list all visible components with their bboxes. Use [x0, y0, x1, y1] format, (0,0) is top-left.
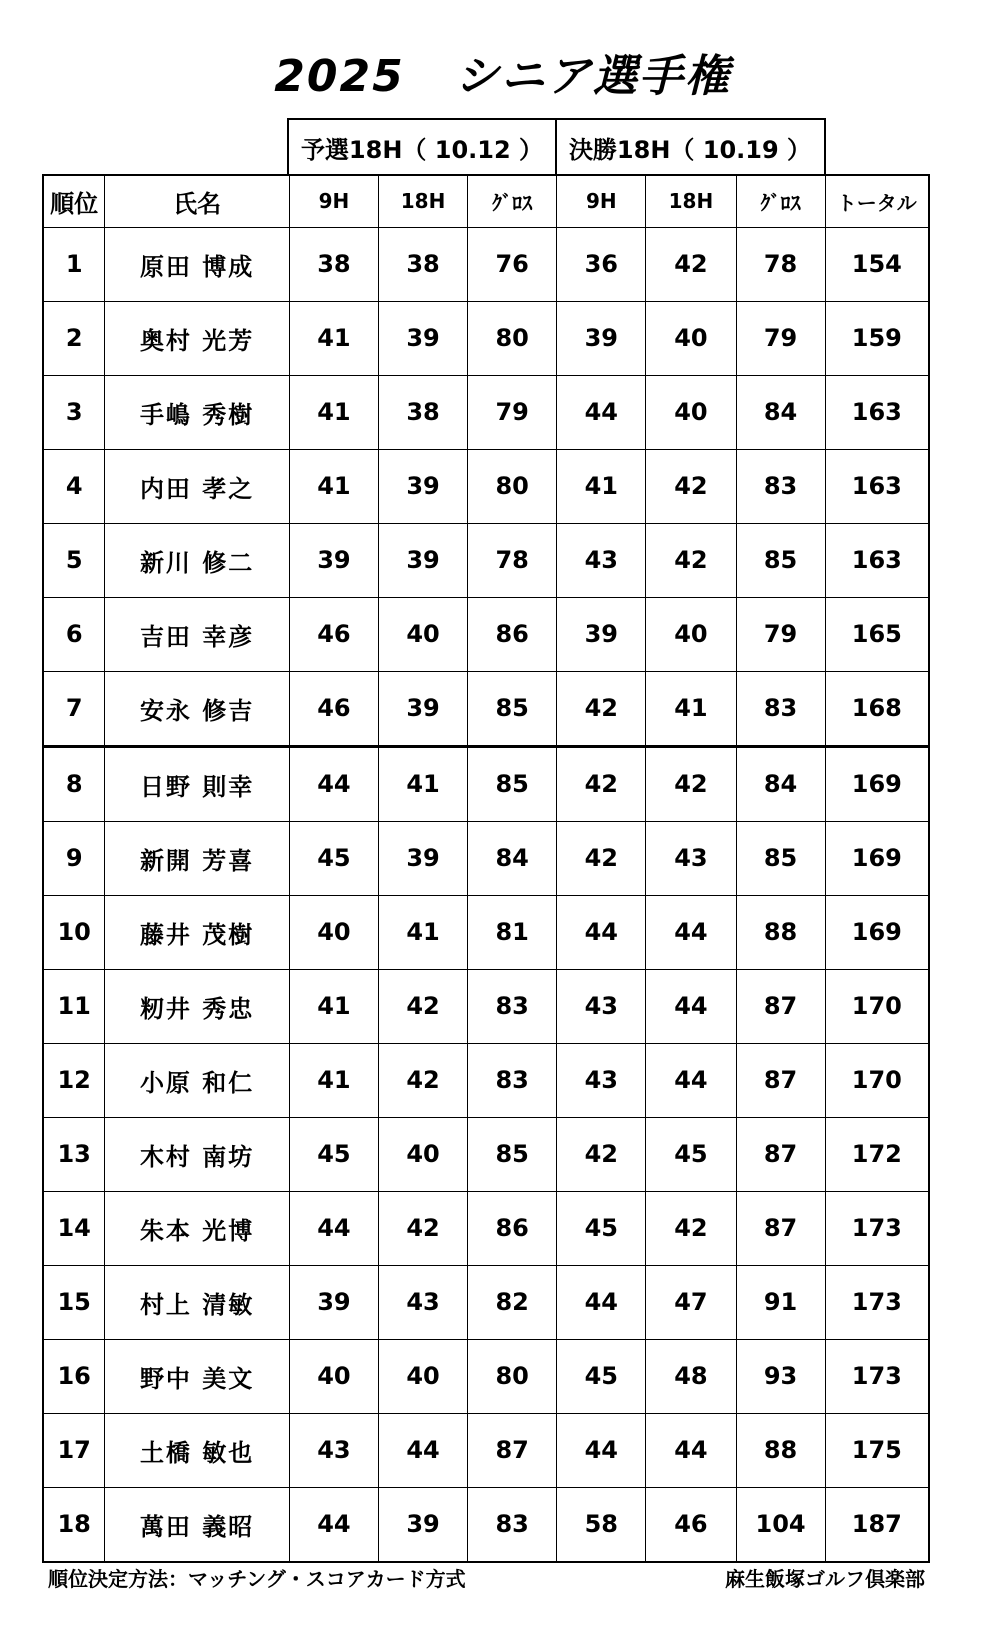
cell-qual-gross: 80: [468, 449, 557, 523]
col-header-name: 氏名: [105, 175, 290, 227]
col-header-qual-9h: 9H: [289, 175, 378, 227]
col-header-qual-gross: ｸﾞﾛｽ: [468, 175, 557, 227]
cell-player-name: 手嶋 秀樹: [105, 375, 290, 449]
club-name: 麻生飯塚ゴルフ倶楽部: [725, 1567, 925, 1591]
cell-player-name: 村上 清敏: [105, 1265, 290, 1339]
cell-qual-9h: 41: [289, 301, 378, 375]
cell-final-gross: 87: [736, 1117, 825, 1191]
cell-qual-9h: 46: [289, 597, 378, 671]
cell-final-9h: 42: [557, 746, 646, 821]
cell-qual-18h: 43: [379, 1265, 468, 1339]
cell-final-gross: 83: [736, 449, 825, 523]
cell-final-9h: 44: [557, 1265, 646, 1339]
cell-qual-18h: 40: [379, 1117, 468, 1191]
title-year: 2025: [274, 51, 405, 102]
cell-final-9h: 43: [557, 1043, 646, 1117]
cell-player-name: 吉田 幸彦: [105, 597, 290, 671]
cell-total: 173: [825, 1339, 929, 1413]
cell-qual-9h: 44: [289, 746, 378, 821]
cell-qual-18h: 44: [379, 1413, 468, 1487]
cell-player-name: 野中 美文: [105, 1339, 290, 1413]
cell-final-gross: 87: [736, 1191, 825, 1265]
cell-qual-18h: 38: [379, 375, 468, 449]
cell-qual-gross: 85: [468, 746, 557, 821]
table-row: [43, 1339, 929, 1413]
cell-final-18h: 44: [646, 1413, 736, 1487]
cell-final-gross: 104: [736, 1487, 825, 1562]
cell-qual-18h: 39: [379, 449, 468, 523]
table-row: [43, 523, 929, 597]
cell-final-9h: 42: [557, 671, 646, 746]
cell-qual-9h: 44: [289, 1487, 378, 1562]
col-header-final-18h: 18H: [646, 175, 736, 227]
cell-final-9h: 36: [557, 227, 646, 301]
cell-final-18h: 40: [646, 301, 736, 375]
cell-player-name: 新開 芳喜: [105, 821, 290, 895]
cell-final-gross: 93: [736, 1339, 825, 1413]
cell-final-18h: 44: [646, 1043, 736, 1117]
cell-final-18h: 42: [646, 227, 736, 301]
cell-total: 163: [825, 449, 929, 523]
cell-qual-gross: 80: [468, 1339, 557, 1413]
table-row: [43, 449, 929, 523]
cell-final-gross: 85: [736, 821, 825, 895]
cell-qual-18h: 40: [379, 1339, 468, 1413]
cell-qual-9h: 41: [289, 449, 378, 523]
table-row: [43, 746, 929, 821]
cell-total: 170: [825, 1043, 929, 1117]
cell-total: 159: [825, 301, 929, 375]
cell-qual-gross: 78: [468, 523, 557, 597]
cell-qual-9h: 44: [289, 1191, 378, 1265]
cell-final-18h: 43: [646, 821, 736, 895]
cell-player-name: 朱本 光博: [105, 1191, 290, 1265]
cell-final-gross: 87: [736, 1043, 825, 1117]
cell-final-18h: 42: [646, 1191, 736, 1265]
cell-rank: 5: [43, 523, 105, 597]
cell-final-gross: 87: [736, 969, 825, 1043]
cell-final-9h: 42: [557, 1117, 646, 1191]
cell-player-name: 日野 則幸: [105, 746, 290, 821]
cell-rank: 9: [43, 821, 105, 895]
cell-qual-9h: 41: [289, 969, 378, 1043]
cell-player-name: 藤井 茂樹: [105, 895, 290, 969]
col-header-final-9h: 9H: [557, 175, 646, 227]
cell-qual-18h: 42: [379, 1191, 468, 1265]
cell-player-name: 萬田 義昭: [105, 1487, 290, 1562]
cell-player-name: 小原 和仁: [105, 1043, 290, 1117]
col-header-final-gross: ｸﾞﾛｽ: [736, 175, 825, 227]
cell-rank: 1: [43, 227, 105, 301]
cell-final-gross: 84: [736, 375, 825, 449]
table-row: [43, 1191, 929, 1265]
cell-player-name: 土橋 敏也: [105, 1413, 290, 1487]
col-header-total: トータル: [825, 175, 929, 227]
table-row: [43, 301, 929, 375]
cell-rank: 17: [43, 1413, 105, 1487]
final-round-header: 決勝18H（ 10.19 ）: [555, 118, 826, 174]
cell-final-gross: 78: [736, 227, 825, 301]
cell-qual-18h: 39: [379, 301, 468, 375]
cell-rank: 13: [43, 1117, 105, 1191]
cell-qual-gross: 84: [468, 821, 557, 895]
cell-qual-gross: 83: [468, 1043, 557, 1117]
cell-final-gross: 85: [736, 523, 825, 597]
cell-qual-9h: 39: [289, 523, 378, 597]
cell-qual-gross: 85: [468, 1117, 557, 1191]
cell-rank: 15: [43, 1265, 105, 1339]
cell-rank: 12: [43, 1043, 105, 1117]
cell-final-9h: 58: [557, 1487, 646, 1562]
cell-final-18h: 44: [646, 969, 736, 1043]
col-header-qual-18h: 18H: [379, 175, 468, 227]
cell-total: 170: [825, 969, 929, 1043]
cell-qual-9h: 43: [289, 1413, 378, 1487]
cell-qual-18h: 41: [379, 746, 468, 821]
cell-qual-9h: 40: [289, 1339, 378, 1413]
cell-qual-9h: 41: [289, 1043, 378, 1117]
cell-final-18h: 42: [646, 746, 736, 821]
cell-qual-18h: 42: [379, 969, 468, 1043]
cell-rank: 18: [43, 1487, 105, 1562]
cell-final-18h: 42: [646, 523, 736, 597]
ranking-method-note: 順位決定方法：マッチング・スコアカード方式: [48, 1567, 466, 1591]
cell-qual-18h: 40: [379, 597, 468, 671]
table-header-row: [43, 175, 929, 227]
cell-final-9h: 45: [557, 1191, 646, 1265]
cell-qual-18h: 42: [379, 1043, 468, 1117]
cell-rank: 11: [43, 969, 105, 1043]
cell-player-name: 新川 修二: [105, 523, 290, 597]
cell-rank: 14: [43, 1191, 105, 1265]
table-row: [43, 895, 929, 969]
cell-total: 165: [825, 597, 929, 671]
table-row: [43, 1413, 929, 1487]
cell-final-gross: 88: [736, 895, 825, 969]
cell-qual-gross: 87: [468, 1413, 557, 1487]
page-title: [0, 40, 1005, 110]
col-header-rank: 順位: [43, 175, 105, 227]
table-row: [43, 375, 929, 449]
cell-qual-gross: 82: [468, 1265, 557, 1339]
cell-qual-gross: 85: [468, 671, 557, 746]
cell-player-name: 奥村 光芳: [105, 301, 290, 375]
cell-total: 163: [825, 523, 929, 597]
cell-final-9h: 43: [557, 969, 646, 1043]
cell-final-18h: 40: [646, 597, 736, 671]
cell-total: 154: [825, 227, 929, 301]
results-table: [42, 174, 930, 1563]
cell-rank: 10: [43, 895, 105, 969]
cell-rank: 2: [43, 301, 105, 375]
cell-final-9h: 42: [557, 821, 646, 895]
table-row: [43, 597, 929, 671]
cell-qual-gross: 79: [468, 375, 557, 449]
cell-qual-gross: 83: [468, 969, 557, 1043]
cell-qual-18h: 38: [379, 227, 468, 301]
cell-final-18h: 41: [646, 671, 736, 746]
cell-final-gross: 88: [736, 1413, 825, 1487]
cell-qual-gross: 86: [468, 597, 557, 671]
cell-qual-9h: 41: [289, 375, 378, 449]
cell-total: 168: [825, 671, 929, 746]
cell-final-9h: 44: [557, 1413, 646, 1487]
table-row: [43, 1487, 929, 1562]
cell-player-name: 安永 修吉: [105, 671, 290, 746]
cell-rank: 7: [43, 671, 105, 746]
table-row: [43, 671, 929, 746]
cell-final-9h: 44: [557, 375, 646, 449]
cell-final-gross: 79: [736, 301, 825, 375]
cell-rank: 4: [43, 449, 105, 523]
cell-final-18h: 47: [646, 1265, 736, 1339]
cell-qual-9h: 38: [289, 227, 378, 301]
cell-final-9h: 45: [557, 1339, 646, 1413]
table-row: [43, 821, 929, 895]
cell-qual-gross: 83: [468, 1487, 557, 1562]
cell-player-name: 原田 博成: [105, 227, 290, 301]
cell-total: 173: [825, 1191, 929, 1265]
cell-total: 169: [825, 821, 929, 895]
cell-final-gross: 91: [736, 1265, 825, 1339]
cell-total: 163: [825, 375, 929, 449]
cell-qual-9h: 46: [289, 671, 378, 746]
cell-total: 175: [825, 1413, 929, 1487]
cell-qual-9h: 45: [289, 821, 378, 895]
cell-qual-gross: 81: [468, 895, 557, 969]
cell-qual-gross: 76: [468, 227, 557, 301]
cell-qual-18h: 39: [379, 523, 468, 597]
cell-final-18h: 44: [646, 895, 736, 969]
cell-qual-gross: 86: [468, 1191, 557, 1265]
qualifying-round-header: 予選18H（ 10.12 ）: [287, 118, 557, 174]
cell-total: 187: [825, 1487, 929, 1562]
cell-total: 172: [825, 1117, 929, 1191]
table-row: [43, 1117, 929, 1191]
cell-rank: 3: [43, 375, 105, 449]
table-row: [43, 227, 929, 301]
cell-final-18h: 40: [646, 375, 736, 449]
cell-rank: 6: [43, 597, 105, 671]
cell-final-9h: 44: [557, 895, 646, 969]
cell-final-gross: 84: [736, 746, 825, 821]
cell-final-18h: 42: [646, 449, 736, 523]
cell-qual-9h: 39: [289, 1265, 378, 1339]
table-row: [43, 969, 929, 1043]
cell-qual-9h: 40: [289, 895, 378, 969]
cell-total: 173: [825, 1265, 929, 1339]
cell-qual-9h: 45: [289, 1117, 378, 1191]
cell-qual-18h: 39: [379, 671, 468, 746]
cell-rank: 8: [43, 746, 105, 821]
cell-final-gross: 79: [736, 597, 825, 671]
cell-final-gross: 83: [736, 671, 825, 746]
cell-final-18h: 45: [646, 1117, 736, 1191]
table-row: [43, 1265, 929, 1339]
cell-total: 169: [825, 746, 929, 821]
cell-qual-18h: 39: [379, 1487, 468, 1562]
title-name: シニア選手権: [454, 51, 731, 102]
cell-total: 169: [825, 895, 929, 969]
cell-player-name: 籾井 秀忠: [105, 969, 290, 1043]
table-row: [43, 1043, 929, 1117]
cell-final-9h: 39: [557, 301, 646, 375]
cell-final-9h: 39: [557, 597, 646, 671]
cell-final-9h: 43: [557, 523, 646, 597]
cell-player-name: 内田 孝之: [105, 449, 290, 523]
cell-qual-gross: 80: [468, 301, 557, 375]
cell-final-9h: 41: [557, 449, 646, 523]
cell-qual-18h: 41: [379, 895, 468, 969]
cell-final-18h: 48: [646, 1339, 736, 1413]
cell-qual-18h: 39: [379, 821, 468, 895]
cell-rank: 16: [43, 1339, 105, 1413]
cell-final-18h: 46: [646, 1487, 736, 1562]
cell-player-name: 木村 南坊: [105, 1117, 290, 1191]
